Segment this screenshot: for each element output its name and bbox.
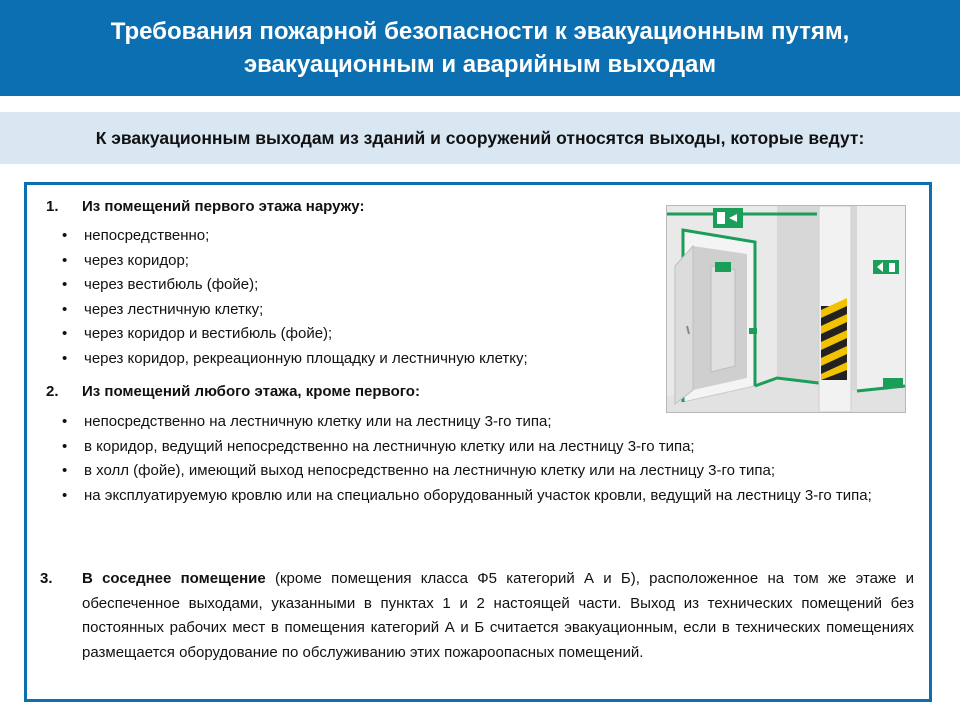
section-1-heading xyxy=(46,198,364,215)
list-item: • в коридор, ведущий непосредственно на лестничную клетку или на лестницу 3-го типа; xyxy=(62,435,914,460)
section-heading-text: Из помещений первого этажа наружу: xyxy=(82,198,365,215)
section-number: 3. xyxy=(40,570,53,587)
section-heading-text: В соседнее помещение xyxy=(82,570,266,587)
list-item: • через вестибюль (фойе); xyxy=(62,273,652,298)
section-3-text xyxy=(82,567,914,665)
section-heading-text: Из помещений любого этажа, кроме первого: xyxy=(82,383,420,400)
section-2-heading xyxy=(46,383,420,400)
list-item: • через коридор и вестибюль (фойе); xyxy=(62,322,652,347)
list-item: • на эксплуатируемую кровлю или на специально оборудованный участок кровли, ведущий на лестницу 3-го типа; xyxy=(62,484,914,509)
subtitle-text: К эвакуационным выходам из зданий и сооружений относятся выходы, которые ведут: xyxy=(95,127,865,148)
list-item: • непосредственно на лестничную клетку или на лестницу 3-го типа; xyxy=(62,410,914,435)
header-banner xyxy=(0,0,960,96)
section-1-list xyxy=(62,224,652,371)
list-item: • в холл (фойе), имеющий выход непосредственно на лестничную клетку или на лестницу 3-го типа; xyxy=(62,459,914,484)
subtitle-bar xyxy=(0,112,960,164)
page-title: Требования пожарной безопасности к эвакуационным путям, эвакуационным и аварийным выходам xyxy=(110,18,850,78)
evacuation-illustration xyxy=(666,205,906,413)
list-item: • непосредственно; xyxy=(62,224,652,249)
corridor-illustration xyxy=(667,206,905,412)
list-item: • через коридор, рекреационную площадку и лестничную клетку; xyxy=(62,347,652,372)
list-item: • через коридор; xyxy=(62,249,652,274)
exit-arrow-sign-icon xyxy=(873,260,899,274)
section-3 xyxy=(40,567,914,665)
section-2-list xyxy=(62,410,914,508)
list-item: • через лестничную клетку; xyxy=(62,298,652,323)
hazard-stripe-icon xyxy=(821,298,847,380)
section-body-text: (кроме помещения класса Ф5 категорий А и Б), расположенное на том же этаже и обеспеченное выходами, указанными в пунктах 1 и 2 настоящей части. Выход из технических помещений без постоянных рабочих мест в помещения категорий А и Б считается эвакуационным, если в технических помещениях размещается оборудование по обслуживанию этих пожароопасных помещений. xyxy=(82,570,914,661)
section-number: 1. xyxy=(46,198,59,215)
section-number: 2. xyxy=(46,383,59,400)
emergency-exit-sign-icon xyxy=(713,208,743,228)
